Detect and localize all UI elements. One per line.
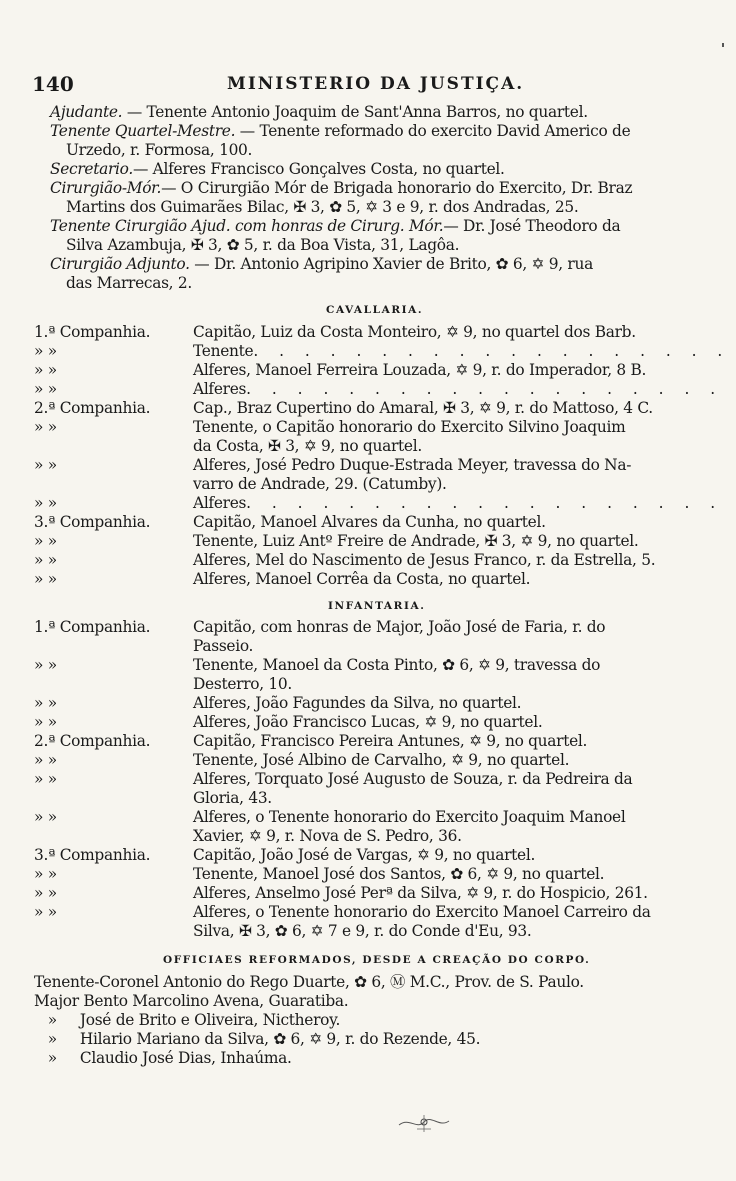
company-label: » »	[34, 694, 57, 712]
page-number: 140	[32, 72, 74, 96]
retired-entry: Major Bento Marcolino Avena, Guaratiba.	[34, 992, 349, 1010]
staff-line: Tenente Cirurgião Ajud. com honras de Cirurg. Mór.— Dr. José Theodoro da	[50, 217, 621, 235]
entry-text: Alferes, João Fagundes da Silva, no quartel.	[193, 694, 522, 712]
entry-text: Tenente. . . . . . . . . . . . . . . . . . .	[193, 342, 731, 360]
staff-line: Cirurgião Adjunto. — Dr. Antonio Agripino Xavier de Brito, ✿ 6, ✡ 9, rua	[50, 255, 593, 273]
staff-line: Cirurgião-Mór.— O Cirurgião Mór de Brigada honorario do Exercito, Dr. Braz	[50, 179, 633, 197]
company-label: » »	[34, 570, 57, 588]
company-label: » »	[34, 808, 57, 826]
company-label: » »	[34, 418, 57, 436]
company-label: » »	[34, 456, 57, 474]
entry-text: Alferes, Mel do Nascimento de Jesus Franco, r. da Estrella, 5.	[193, 551, 656, 569]
staff-line: Tenente Quartel-Mestre. — Tenente reformado do exercito David Americo de	[50, 122, 631, 140]
company-label: » »	[34, 532, 57, 550]
company-label: » »	[34, 380, 57, 398]
entry-text: da Costa, ✠ 3, ✡ 9, no quartel.	[193, 437, 422, 455]
company-label: » »	[34, 713, 57, 731]
section-heading-cavalry: CAVALLARIA.	[326, 304, 424, 316]
company-label: » »	[34, 751, 57, 769]
staff-line: Martins dos Guimarães Bilac, ✠ 3, ✿ 5, ✡ 3 e 9, r. dos Andradas, 25.	[66, 198, 579, 216]
entry-text: Capitão, João José de Vargas, ✡ 9, no quartel.	[193, 846, 536, 864]
retired-entry: » Hilario Mariano da Silva, ✿ 6, ✡ 9, r. do Rezende, 45.	[34, 1030, 481, 1048]
company-label: » »	[34, 551, 57, 569]
entry-text: Alferes, o Tenente honorario do Exercito Joaquim Manoel	[193, 808, 626, 826]
company-label: 2.ª Companhia.	[34, 732, 151, 750]
entry-text: Xavier, ✡ 9, r. Nova de S. Pedro, 36.	[193, 827, 462, 845]
company-label: 2.ª Companhia.	[34, 399, 151, 417]
entry-text: Tenente, Manoel José dos Santos, ✿ 6, ✡ 9, no quartel.	[193, 865, 605, 883]
entry-text: Passeio.	[193, 637, 254, 655]
entry-text: Alferes, Manoel Corrêa da Costa, no quartel.	[193, 570, 531, 588]
company-label: » »	[34, 884, 57, 902]
entry-text: Alferes. . . . . . . . . . . . . . . . . . .	[193, 380, 724, 398]
page-title: MINISTERIO DA JUSTIÇA.	[227, 74, 525, 94]
entry-text: Alferes, José Pedro Duque-Estrada Meyer, travessa do Na-	[193, 456, 632, 474]
company-label: 1.ª Companhia.	[34, 323, 151, 341]
entry-text: Desterro, 10.	[193, 675, 292, 693]
company-label: 3.ª Companhia.	[34, 513, 151, 531]
staff-line: Urzedo, r. Formosa, 100.	[66, 141, 253, 159]
entry-text: Tenente, Manoel da Costa Pinto, ✿ 6, ✡ 9, travessa do	[193, 656, 601, 674]
entry-text: Capitão, Manoel Alvares da Cunha, no quartel.	[193, 513, 546, 531]
entry-text: Capitão, Luiz da Costa Monteiro, ✡ 9, no quartel dos Barb.	[193, 323, 636, 341]
staff-line: Secretario.— Alferes Francisco Gonçalves Costa, no quartel.	[50, 160, 505, 178]
entry-text: Alferes, o Tenente honorario do Exercito Manoel Carreiro da	[193, 903, 651, 921]
section-heading-infantry: INFANTARIA.	[328, 600, 426, 612]
entry-text: Tenente, José Albino de Carvalho, ✡ 9, no quartel.	[193, 751, 570, 769]
entry-text: Alferes, Anselmo José Perª da Silva, ✡ 9, r. do Hospicio, 261.	[193, 884, 648, 902]
retired-entry: Tenente-Coronel Antonio do Rego Duarte, ✿ 6, Ⓜ M.C., Prov. de S. Paulo.	[34, 973, 584, 991]
company-label: » »	[34, 656, 57, 674]
company-label: 3.ª Companhia.	[34, 846, 151, 864]
ornament-icon	[395, 1108, 453, 1138]
entry-text: Tenente, o Capitão honorario do Exercito Silvino Joaquim	[193, 418, 626, 436]
staff-line: Ajudante. — Tenente Antonio Joaquim de Sant'Anna Barros, no quartel.	[50, 103, 588, 121]
entry-text: Alferes. . . . . . . . . . . . . . . . . . .	[193, 494, 724, 512]
company-label: » »	[34, 903, 57, 921]
entry-text: Alferes, João Francisco Lucas, ✡ 9, no quartel.	[193, 713, 543, 731]
company-label: » »	[34, 865, 57, 883]
margin-speck	[722, 43, 724, 47]
entry-text: Tenente, Luiz Antº Freire de Andrade, ✠ 3, ✡ 9, no quartel.	[193, 532, 639, 550]
entry-text: varro de Andrade, 29. (Catumby).	[193, 475, 447, 493]
entry-text: Alferes, Torquato José Augusto de Souza, r. da Pedreira da	[193, 770, 633, 788]
entry-text: Capitão, Francisco Pereira Antunes, ✡ 9, no quartel.	[193, 732, 588, 750]
page-header	[32, 72, 702, 96]
section-heading-retired: OFFICIAES REFORMADOS, DESDE A CREAÇÃO DO CORPO.	[163, 954, 591, 966]
entry-text: Alferes, Manoel Ferreira Louzada, ✡ 9, r. do Imperador, 8 B.	[193, 361, 647, 379]
retired-entry: » Claudio José Dias, Inhaúma.	[34, 1049, 292, 1067]
staff-line: Silva Azambuja, ✠ 3, ✿ 5, r. da Boa Vista, 31, Lagôa.	[66, 236, 460, 254]
entry-text: Capitão, com honras de Major, João José de Faria, r. do	[193, 618, 606, 636]
staff-line: das Marrecas, 2.	[66, 274, 192, 292]
company-label: » »	[34, 494, 57, 512]
entry-text: Silva, ✠ 3, ✿ 6, ✡ 7 e 9, r. do Conde d'Eu, 93.	[193, 922, 532, 940]
entry-text: Cap., Braz Cupertino do Amaral, ✠ 3, ✡ 9, r. do Mattoso, 4 C.	[193, 399, 653, 417]
retired-entry: » José de Brito e Oliveira, Nictheroy.	[34, 1011, 341, 1029]
entry-text: Gloria, 43.	[193, 789, 272, 807]
company-label: » »	[34, 361, 57, 379]
company-label: » »	[34, 770, 57, 788]
company-label: 1.ª Companhia.	[34, 618, 151, 636]
company-label: » »	[34, 342, 57, 360]
